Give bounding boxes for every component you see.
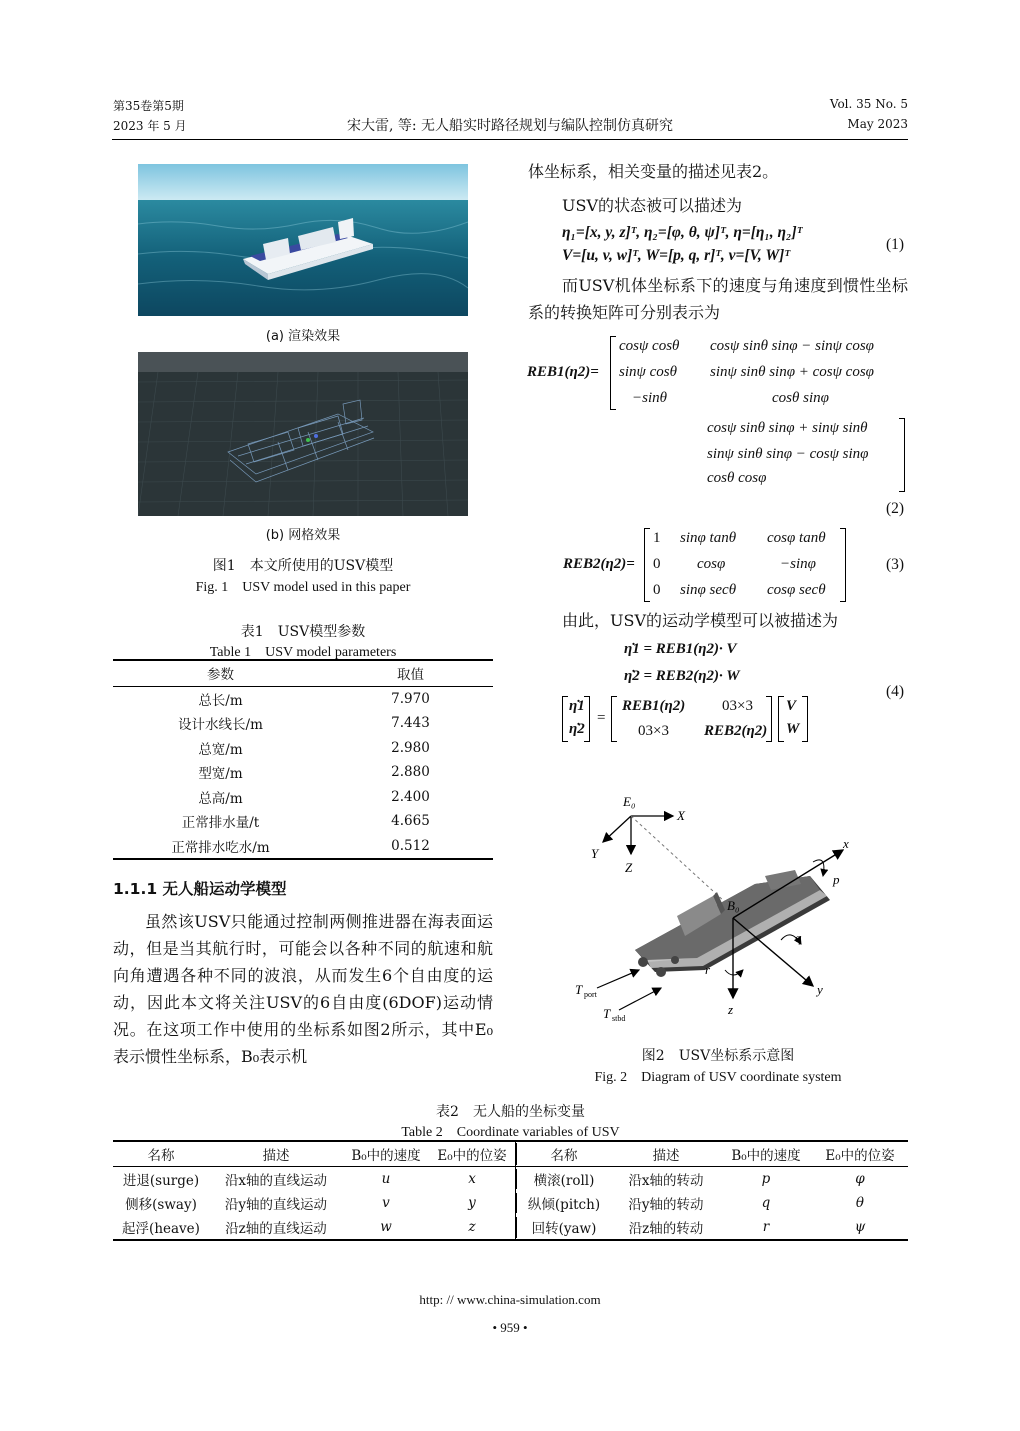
table1-cell: 2.980: [391, 739, 430, 756]
table1-caption-cn: 表1 USV模型参数: [240, 624, 366, 640]
table1-cell: 正常排水量/t: [181, 815, 260, 832]
table1-cell: 型宽/m: [198, 766, 243, 783]
table1-cell: 2.880: [391, 764, 430, 781]
eq4-rhs-right-bracket: [802, 696, 808, 742]
table1: [113, 659, 493, 860]
table2-header-desc: 描述: [262, 1148, 290, 1164]
table2-cell: 纵倾(pitch): [527, 1197, 601, 1213]
table2-cell: 沿x轴的转动: [628, 1173, 704, 1189]
journal-issue: 第35卷第5期: [113, 99, 184, 113]
table1-cell: 总长/m: [198, 692, 243, 709]
table1-header-row: [113, 660, 493, 686]
eq4-rhs-left-bracket: [778, 696, 784, 742]
state-intro: USV的状态被可以描述为: [562, 196, 743, 215]
eq4-v1: η̇1: [569, 698, 585, 714]
eq2-m21: sinψ cosθ: [619, 364, 677, 380]
table2-header-pose-2: E₀中的位姿: [825, 1148, 895, 1164]
figure2-diagram: [565, 792, 865, 1030]
table1-cell: 正常排水吃水/m: [171, 839, 270, 856]
section-heading: 1.1.1 无人船运动学模型: [113, 880, 287, 898]
figure1-caption-en: Fig. 1 USV model used in this paper: [195, 580, 411, 595]
eq2-lhs: REB1(η2)=: [527, 364, 599, 380]
eq2-number: (2): [886, 500, 905, 517]
table2-cell: ψ: [854, 1219, 866, 1235]
label-z: z: [728, 1002, 734, 1017]
eq3-m33: cosφ secθ: [767, 582, 826, 598]
label-p: p: [833, 872, 840, 887]
table2-header-desc-2: 描述: [652, 1148, 680, 1164]
label-y: y: [817, 982, 823, 997]
figure2-caption-cn: 图2 USV坐标系示意图: [641, 1048, 795, 1064]
table2-cell: 起浮(heave): [122, 1221, 200, 1237]
transform-intro: 而USV机体坐标系下的速度与角速度到惯性坐标系的转换矩阵可分别表示为: [528, 276, 908, 322]
eq4-vec-left-bracket: [562, 696, 568, 742]
table2-cell: 横滚(roll): [533, 1173, 595, 1189]
label-Tport-sub: port: [584, 990, 597, 999]
table2-caption-cn: 表2 无人船的坐标变量: [436, 1104, 585, 1120]
table-row: [113, 760, 493, 785]
table1-cell: 4.665: [391, 813, 430, 830]
table2-header-row: [113, 1141, 908, 1167]
label-q: q: [795, 930, 802, 945]
eq2-m13: cosψ sinθ sinφ + sinψ sinθ: [707, 420, 868, 436]
table-row: [113, 834, 493, 860]
eq4-line1: η̇1 = REB1(η2)· V: [624, 641, 737, 657]
eq2-m31: −sinθ: [632, 390, 667, 406]
table2-cell: x: [429, 1167, 516, 1192]
table-row: [113, 809, 493, 834]
table1-cell: 0.512: [391, 837, 430, 854]
eq2-m22: sinψ sinθ sinφ + cosψ cosφ: [710, 364, 874, 380]
eq1-number: (1): [886, 236, 905, 253]
label-Tstbd-sub: stbd: [612, 1014, 626, 1023]
eq3-right-bracket: [840, 528, 846, 602]
eq3-m11: 1: [653, 530, 661, 546]
table2-cell: 沿z轴的转动: [628, 1221, 704, 1237]
table2-cell: 进退(surge): [122, 1173, 200, 1189]
eq1-line2: V=[u, v, w]ᵀ, W=[p, q, r]ᵀ, ν=[V, W]ᵀ: [562, 247, 790, 264]
eq3-number: (3): [886, 556, 905, 573]
right-col-line-top: 体坐标系，相关变量的描述见表2。: [528, 162, 779, 181]
figure1b-image: [138, 352, 468, 516]
running-title: 宋大雷, 等: 无人船实时路径规划与编队控制仿真研究: [346, 118, 674, 134]
eq4-block-right-bracket: [766, 696, 772, 742]
table2-cell: p: [761, 1171, 771, 1187]
table-row: [113, 686, 493, 711]
table2-cell: θ: [855, 1195, 865, 1211]
table-row: [113, 1191, 908, 1215]
table2-cell: 沿x轴的直线运动: [224, 1173, 328, 1189]
eq1-line1: η₁=[x, y, z]ᵀ, η₂=[φ, θ, ψ]ᵀ, η=[η₁, η₂]ᵀ: [562, 224, 803, 241]
section-paragraph: 虽然该USV只能通过控制两侧推进器在海表面运动，但是当其航行时，可能会以各种不同的航速和航向角遭遇各种不同的波浪，从而发生6个自由度的运动，因此本文将关注USV的6自由度(6DOF)运动情况。在这项工作中使用的坐标系如图2所示，其中E₀表示惯性坐标系，B₀表示机: [113, 912, 493, 1066]
table-row: [113, 785, 493, 810]
eq2-m12: cosψ sinθ sinφ − sinψ cosφ: [710, 338, 874, 354]
eq3-m12: sinφ tanθ: [680, 530, 737, 546]
figure1a-label: (a) 渲染效果: [265, 329, 341, 344]
table2-header-name: 名称: [147, 1148, 175, 1164]
eq2-m11: cosψ cosθ: [619, 338, 680, 354]
footer-url: http: // www.china-simulation.com: [419, 1292, 601, 1307]
figure2-caption-en: Fig. 2 Diagram of USV coordinate system: [594, 1070, 842, 1085]
table-row: [113, 736, 493, 761]
table1-cell: 7.443: [391, 715, 430, 732]
eq4-b22: REB2(η2): [704, 723, 768, 739]
table1-cell: 总高/m: [198, 790, 243, 807]
table1-header-value: 取值: [397, 667, 424, 684]
page-number: • 959 •: [492, 1320, 528, 1335]
eq2-m23: sinψ sinθ sinφ − cosψ sinφ: [707, 446, 869, 462]
table-row: [113, 711, 493, 736]
eq4-vec-right-bracket: [584, 696, 590, 742]
eq3-m22: cosφ: [697, 556, 726, 572]
eq4-b11: REB1(η2): [622, 698, 686, 714]
eq4-block-left-bracket: [611, 696, 617, 742]
table2-cell: y: [429, 1191, 516, 1215]
table2-cell: 回转(yaw): [531, 1221, 597, 1237]
table1-cell: 总宽/m: [198, 741, 243, 758]
table2-header-pose: E₀中的位姿: [429, 1141, 516, 1167]
figure1a-image: [138, 164, 468, 316]
eq2-left-bracket: [610, 336, 616, 410]
table2-cell: φ: [855, 1171, 865, 1187]
table2-cell: 沿y轴的直线运动: [224, 1197, 328, 1213]
table2-cell: r: [762, 1219, 770, 1235]
table2-caption-en: Table 2 Coordinate variables of USV: [401, 1125, 620, 1140]
table1-caption-en: Table 1 USV model parameters: [209, 645, 397, 660]
figure1b-label: (b) 网格效果: [265, 528, 341, 543]
eq3-lhs: REB2(η2)=: [563, 556, 635, 572]
table1-cell: 7.970: [391, 690, 430, 707]
eq4-r1: V: [786, 698, 797, 714]
label-X: X: [677, 808, 685, 823]
table2-header-velocity-2: B₀中的速度: [731, 1148, 801, 1164]
label-Tport: T: [575, 982, 583, 997]
table2-cell: u: [381, 1171, 391, 1187]
eq3-left-bracket: [644, 528, 650, 602]
table2-cell: v: [382, 1195, 390, 1211]
table2: [113, 1140, 908, 1241]
eq4-line2: η̇2 = REB2(η2)· W: [624, 668, 740, 684]
header-rule: [112, 139, 908, 140]
label-x: x: [843, 836, 849, 851]
table-row: [113, 1167, 908, 1192]
table1-cell: 2.400: [391, 788, 430, 805]
eq4-equals: =: [597, 710, 606, 726]
label-Tstbd: T: [603, 1006, 611, 1021]
model-intro: 由此，USV的运动学模型可以被描述为: [562, 611, 839, 630]
eq4-number: (4): [886, 683, 905, 700]
eq3-m31: 0: [653, 582, 661, 598]
eq2-m32: cosθ sinφ: [772, 390, 829, 406]
figure1-caption-cn: 图1 本文所使用的USV模型: [212, 558, 394, 574]
label-Z: Z: [625, 860, 633, 875]
table2-cell: w: [380, 1219, 392, 1235]
journal-date: 2023 年 5 月: [113, 119, 187, 133]
table2-header-name-2: 名称: [550, 1148, 578, 1164]
eq3-m13: cosφ tanθ: [767, 530, 826, 546]
label-E0: E₀: [623, 794, 636, 809]
eq2-right-bracket: [899, 418, 905, 492]
journal-month: May 2023: [847, 117, 908, 131]
eq2-m33: cosθ cosφ: [707, 470, 767, 486]
table2-header-velocity: B₀中的速度: [351, 1148, 421, 1164]
table-row: [113, 1215, 908, 1240]
eq4-b12: 03×3: [722, 698, 753, 714]
eq3-m21: 0: [653, 556, 661, 572]
journal-volume: Vol. 35 No. 5: [829, 97, 908, 111]
label-Y: Y: [591, 846, 599, 861]
eq3-m32: sinφ secθ: [680, 582, 737, 598]
eq3-m23: −sinφ: [780, 556, 816, 572]
table2-cell: z: [429, 1215, 516, 1240]
table1-cell: 设计水线长/m: [178, 717, 263, 734]
eq4-v2: η̇2: [569, 721, 585, 737]
table2-cell: q: [761, 1195, 771, 1211]
eq4-b21: 03×3: [638, 723, 669, 739]
table1-header-param: 参数: [207, 667, 234, 684]
table2-cell: 沿y轴的转动: [628, 1197, 704, 1213]
eq4-r2: W: [786, 721, 800, 737]
label-r: r: [705, 962, 711, 977]
table2-cell: 侧移(sway): [125, 1197, 197, 1213]
label-B0: B₀: [727, 898, 740, 913]
table2-cell: 沿z轴的直线运动: [225, 1221, 327, 1237]
